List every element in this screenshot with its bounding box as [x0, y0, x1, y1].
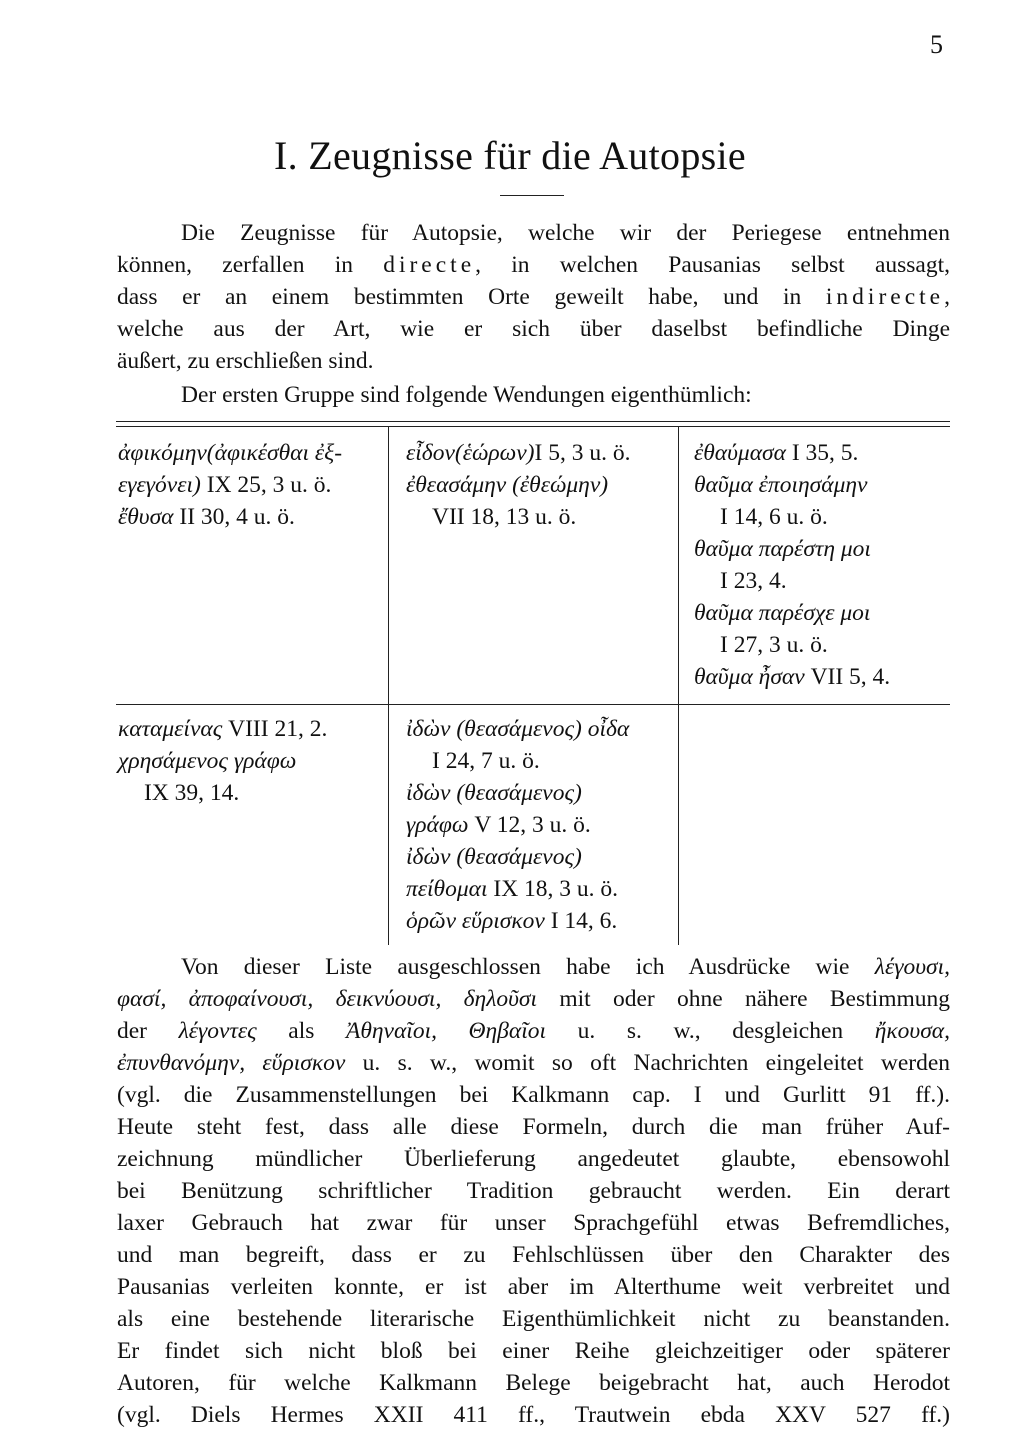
intro-line	[117, 250, 950, 282]
table-entry-line	[694, 597, 890, 629]
body-text: mit oder ohne nähere Bestimmung	[537, 986, 950, 1012]
intro-text: ,	[944, 284, 950, 310]
intro-line	[117, 314, 950, 346]
greek-term: ἐπυνθανόμην, εὕρισκον	[117, 1050, 346, 1076]
passage-reference: IX 39, 14.	[144, 780, 240, 806]
passage-reference: II 30, 4 u. ö.	[179, 504, 295, 530]
table-entry-line	[406, 469, 630, 501]
table-cell-r2c1	[118, 713, 327, 809]
table-cell-r1c2	[406, 437, 630, 533]
greek-term: λέγουσι,	[874, 954, 950, 980]
table-entry-line	[118, 713, 327, 745]
table-entry-line	[118, 437, 342, 469]
body-line	[117, 1048, 950, 1080]
table-entry-line	[406, 745, 629, 777]
body-line	[117, 1016, 950, 1048]
intro-text: , in welchen Pausanias selbst aussagt,	[475, 252, 950, 278]
greek-term: λέγοντες	[178, 1018, 257, 1044]
body-text: u. s. w., desgleichen	[546, 1018, 875, 1044]
greek-expression: ἔθυσα	[118, 504, 180, 530]
body-text: (vgl. Diels Hermes XXII 411 ff., Trautwein ebda XXV 527 ff.)	[117, 1402, 950, 1428]
intro-line	[117, 380, 950, 412]
greek-expression: ἰδὼν (θεασάμενος) οἶδα	[406, 716, 630, 742]
body-text: der	[117, 1018, 179, 1044]
table-entry-line	[406, 905, 629, 937]
body-text: als eine bestehende literarische Eigenthümlichkeit nicht zu beanstanden.	[117, 1306, 950, 1332]
greek-expression: ἀφικόμην(ἀφικέσθαι ἐξ-	[118, 440, 343, 466]
body-line	[117, 1368, 950, 1400]
greek-term: φασί, ἀποφαίνουσι, δεικνύουσι, δηλοῦσι	[117, 986, 538, 1012]
greek-expression: ἐθεασάμην (ἐθεώμην)	[406, 472, 609, 498]
body-text: laxer Gebrauch hat zwar für unser Sprachgefühl etwas Befremdliches,	[117, 1210, 950, 1236]
body-line	[117, 984, 950, 1016]
intro-text: welche aus der Art, wie er sich über daselbst befindliche Dinge	[117, 316, 950, 342]
body-text: und man begreift, dass er zu Fehlschlüssen über den Charakter des	[117, 1242, 950, 1268]
body-text: Autoren, für welche Kalkmann Belege beigebracht hat, auch Herodot	[117, 1370, 950, 1396]
table-entry-line	[118, 501, 342, 533]
body-text: zeichnung mündlicher Überlieferung angedeutet glaubte, ebensowohl	[117, 1146, 950, 1172]
table-entry-line	[118, 745, 327, 777]
body-text: u. s. w., womit so oft Nachrichten eingeleitet werden	[345, 1050, 951, 1076]
greek-expression: καταμείνας	[118, 716, 229, 742]
title-rule	[500, 195, 564, 196]
intro-line	[117, 218, 950, 250]
body-text: (vgl. die Zusammenstellungen bei Kalkmann cap. I und Gurlitt 91 ff.).	[117, 1082, 950, 1108]
body-line	[117, 1400, 950, 1432]
table-cell-r1c1	[118, 437, 342, 533]
passage-reference: VIII 21, 2.	[228, 716, 328, 742]
table-column-divider	[678, 427, 679, 945]
greek-expression: ὁρῶν εὕρισκον	[406, 908, 551, 934]
expressions-table	[116, 421, 950, 945]
table-entry-line	[118, 777, 327, 809]
greek-term: Ἀθηναῖοι, Θηβαῖοι	[345, 1018, 547, 1044]
greek-expression: θαῦμα ἐποιησάμην	[694, 472, 868, 498]
intro-line	[117, 282, 950, 314]
table-entry-line	[118, 469, 342, 501]
body-line	[117, 1240, 950, 1272]
table-entry-line	[406, 437, 630, 469]
passage-reference: IX 25, 3 u. ö.	[206, 472, 332, 498]
passage-reference: I 35, 5.	[791, 440, 859, 466]
body-line	[117, 1112, 950, 1144]
greek-expression: εγεγόνει)	[118, 472, 207, 498]
greek-term: ἤκουσα,	[874, 1018, 951, 1044]
greek-expression: ἐθαύμασα	[694, 440, 792, 466]
body-line	[117, 952, 950, 984]
passage-reference: V 12, 3 u. ö.	[474, 812, 591, 838]
table-entry-line	[406, 809, 629, 841]
greek-expression: ἰδὼν (θεασάμενος)	[406, 844, 582, 870]
page-title: I. Zeugnisse für die Autopsie	[274, 133, 746, 178]
passage-reference: I 27, 3 u. ö.	[720, 632, 828, 658]
greek-expression: γράφω	[406, 812, 475, 838]
passage-reference: I 14, 6.	[550, 908, 618, 934]
greek-expression: θαῦμα παρέστη μοι	[694, 536, 871, 562]
table-entry-line	[694, 501, 890, 533]
emphasis-directe: directe	[383, 252, 476, 278]
passage-reference: I 24, 7 u. ö.	[432, 748, 540, 774]
greek-expression: ἰδὼν (θεασάμενος)	[406, 780, 582, 806]
body-line	[117, 1176, 950, 1208]
greek-expression: θαῦμα παρέσχε μοι	[694, 600, 871, 626]
intro-text: Die Zeugnisse für Autopsie, welche wir der Periegese entnehmen	[181, 220, 950, 246]
table-entry-line	[694, 661, 890, 693]
intro-text: dass er an einem bestimmten Orte geweilt habe, und in	[117, 284, 826, 310]
passage-reference: IX 18, 3 u. ö.	[493, 876, 619, 902]
body-line	[117, 1080, 950, 1112]
body-text: bei Benützung schriftlicher Tradition gebraucht werden. Ein derart	[117, 1178, 950, 1204]
passage-reference: VII 18, 13 u. ö.	[432, 504, 577, 530]
table-entry-line	[406, 841, 629, 873]
intro-text: Der ersten Gruppe sind folgende Wendungen eigenthümlich:	[181, 382, 752, 408]
body-text: Er findet sich nicht bloß bei einer Reihe gleichzeitiger oder späterer	[117, 1338, 950, 1364]
passage-reference: I 14, 6 u. ö.	[720, 504, 828, 530]
table-top-rule	[116, 421, 950, 427]
greek-expression: πείθομαι	[406, 876, 494, 902]
table-column-divider	[388, 427, 389, 945]
body-line	[117, 1336, 950, 1368]
intro-text: können, zerfallen in	[117, 252, 384, 278]
body-line	[117, 1208, 950, 1240]
passage-reference: I 23, 4.	[720, 568, 787, 594]
table-cell-r2c2	[406, 713, 629, 937]
passage-reference: I 5, 3 u. ö.	[534, 440, 631, 466]
table-row-divider	[116, 704, 950, 705]
intro-text: äußert, zu erschließen sind.	[117, 348, 374, 374]
body-line	[117, 1304, 950, 1336]
intro-line	[117, 346, 950, 378]
body-text: Pausanias verleiten konnte, er ist aber im Alterthume weit verbreitet und	[117, 1274, 950, 1300]
body-text: Von dieser Liste ausgeschlossen habe ich Ausdrücke wie	[181, 954, 875, 980]
table-entry-line	[694, 469, 890, 501]
greek-expression: θαῦμα ἦσαν	[694, 664, 811, 690]
table-entry-line	[406, 713, 629, 745]
table-entry-line	[406, 873, 629, 905]
table-entry-line	[406, 501, 630, 533]
table-entry-line	[406, 777, 629, 809]
table-cell-r1c3	[694, 437, 890, 693]
body-text: Heute steht fest, dass alle diese Formeln, durch die man früher Auf-	[117, 1114, 950, 1140]
body-text: als	[256, 1018, 346, 1044]
table-entry-line	[694, 629, 890, 661]
greek-expression: χρησάμενος γράφω	[118, 748, 297, 774]
page-number: 5	[930, 30, 943, 59]
table-entry-line	[694, 565, 890, 597]
table-entry-line	[694, 533, 890, 565]
greek-expression: εἶδον(ἑώρων)	[406, 440, 535, 466]
body-line	[117, 1144, 950, 1176]
table-entry-line	[694, 437, 890, 469]
emphasis-indirecte: indirecte	[825, 284, 945, 310]
passage-reference: VII 5, 4.	[810, 664, 891, 690]
body-line	[117, 1272, 950, 1304]
